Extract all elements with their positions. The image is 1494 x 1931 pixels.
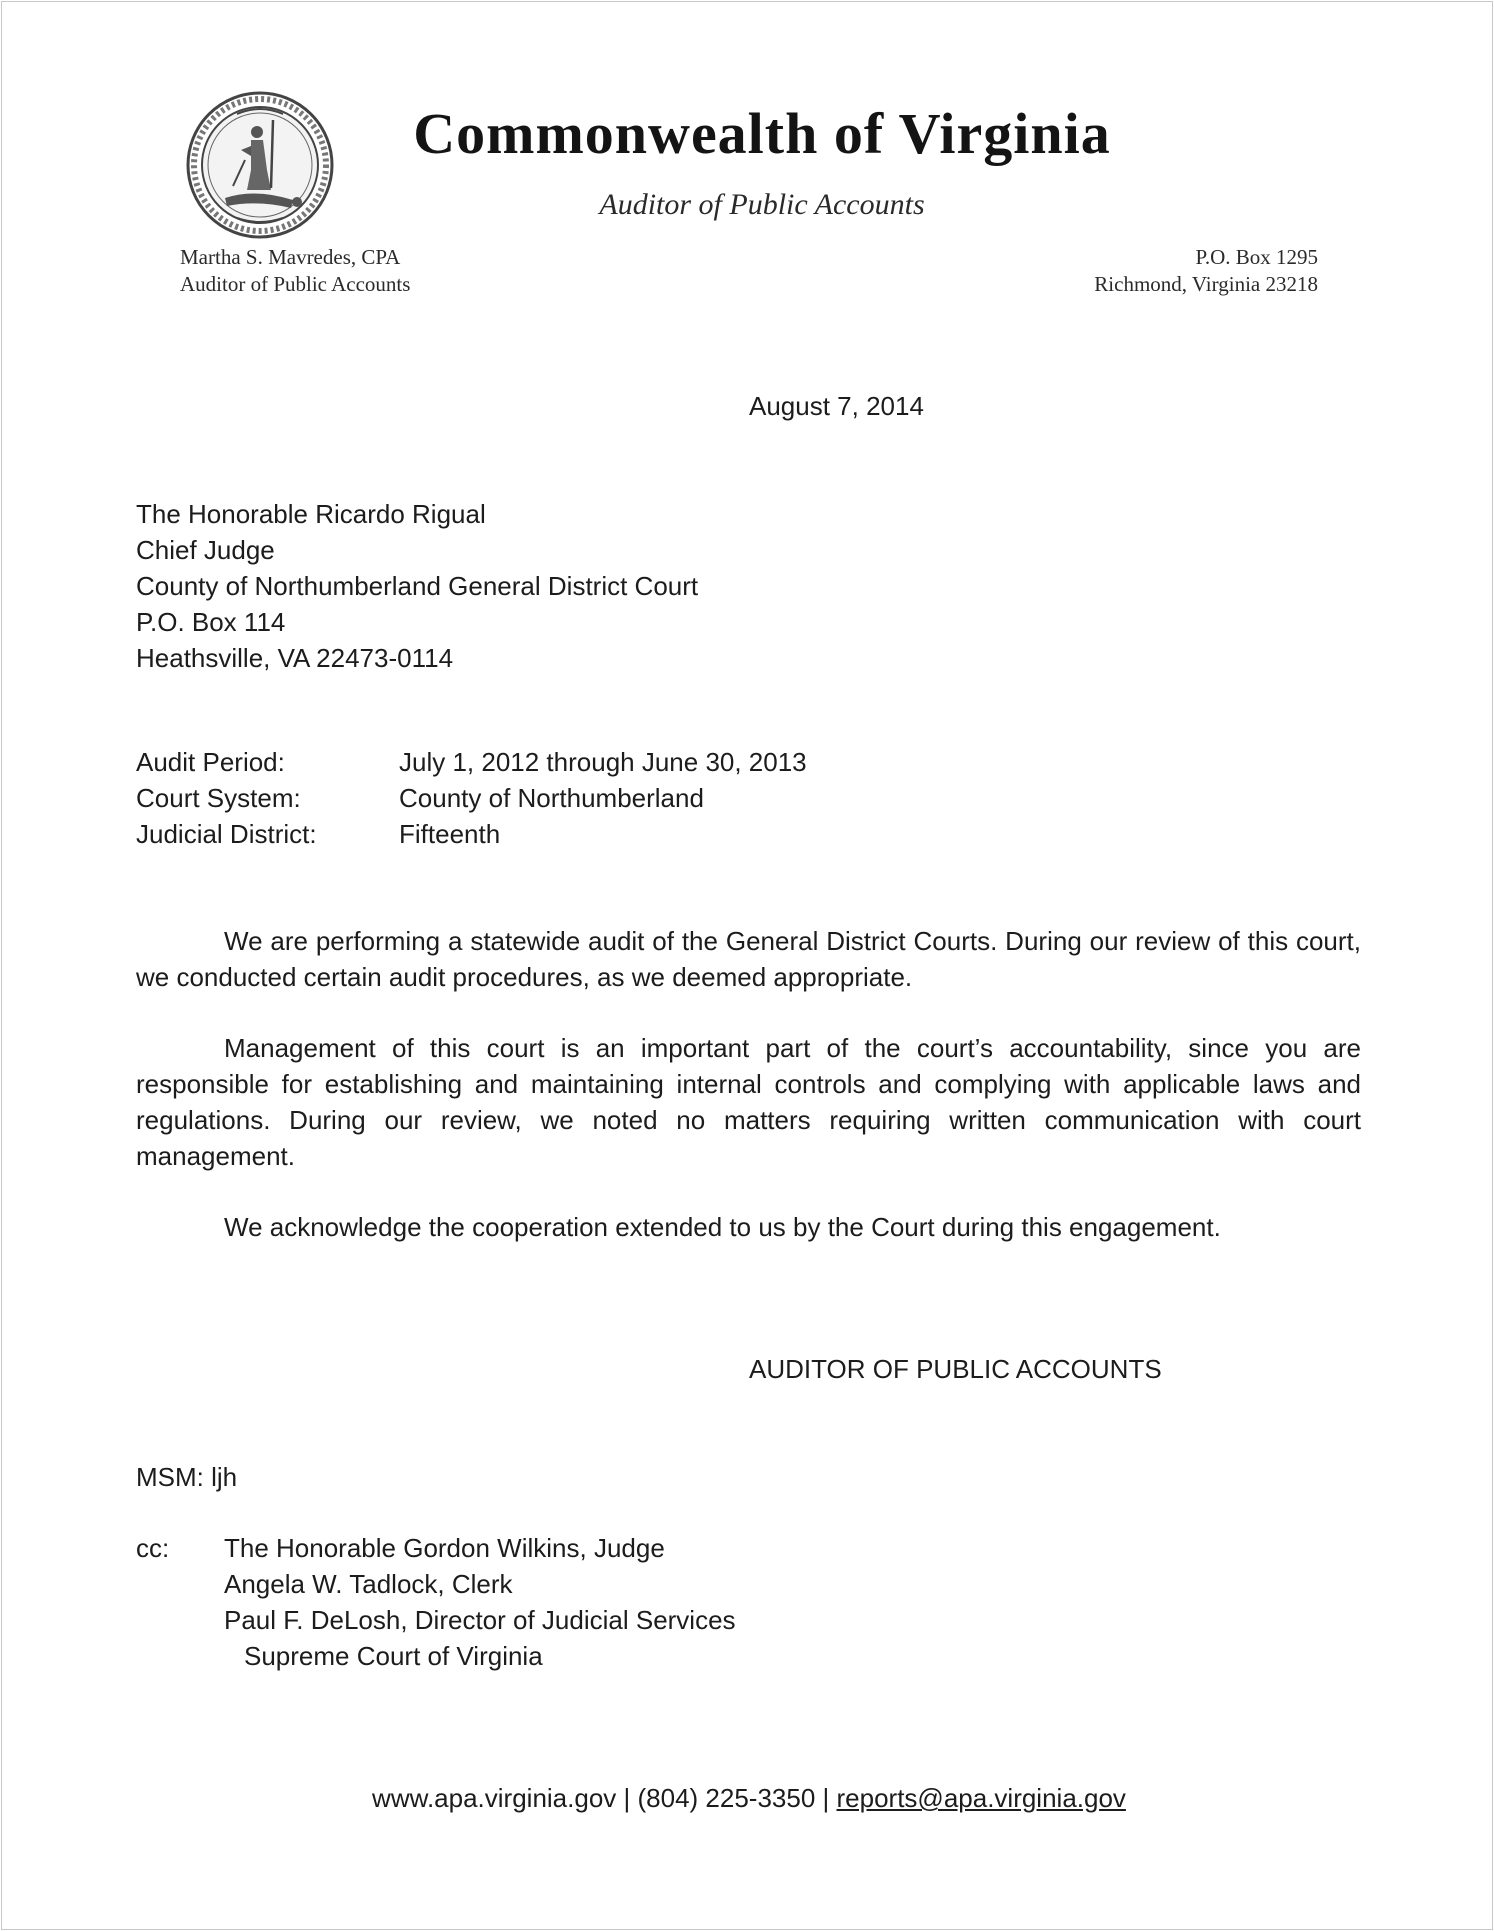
cc-recipients	[224, 1530, 736, 1674]
audit-info-label: Audit Period:	[136, 747, 285, 777]
addressee-line: The Honorable Ricardo Rigual	[136, 499, 486, 529]
letter-date: August 7, 2014	[749, 391, 924, 421]
audit-info-label: Judicial District:	[136, 819, 317, 849]
audit-info-value: Fifteenth	[399, 819, 501, 849]
audit-info-row	[136, 780, 807, 816]
sender-address-block	[1094, 244, 1318, 298]
cc-recipient: Angela W. Tadlock, Clerk	[224, 1569, 513, 1599]
footer-contact	[2, 1780, 1494, 1816]
sender-title: Auditor of Public Accounts	[180, 272, 411, 296]
audit-info-row	[136, 744, 807, 780]
cc-block	[136, 1530, 736, 1674]
footer-separator: |	[815, 1783, 837, 1813]
audit-info-value: County of Northumberland	[399, 783, 704, 813]
footer-email-link[interactable]: reports@apa.virginia.gov	[836, 1783, 1126, 1813]
addressee-line: Heathsville, VA 22473-0114	[136, 643, 454, 673]
cc-recipient-subline: Supreme Court of Virginia	[244, 1641, 543, 1671]
addressee-line: P.O. Box 114	[136, 607, 286, 637]
sender-name: Martha S. Mavredes, CPA	[180, 245, 401, 269]
audit-info-label: Court System:	[136, 783, 301, 813]
audit-info-block	[136, 744, 807, 852]
body-paragraph: We are performing a statewide audit of the General District Courts. During our review of this court, we conducted certain audit procedures, as we deemed appropriate.	[136, 926, 1361, 992]
footer-separator: |	[616, 1783, 638, 1813]
letterhead-title: Commonwealth of Virginia	[413, 101, 1111, 166]
addressee-line: Chief Judge	[136, 535, 275, 565]
body-paragraph: We acknowledge the cooperation extended to us by the Court during this engagement.	[224, 1212, 1221, 1242]
addressee-block	[136, 496, 698, 676]
cc-recipient: Paul F. DeLosh, Director of Judicial Services	[224, 1605, 736, 1635]
sender-po-box: P.O. Box 1295	[1195, 245, 1318, 269]
cc-label: cc:	[136, 1533, 170, 1563]
signoff: AUDITOR OF PUBLIC ACCOUNTS	[749, 1354, 1162, 1384]
addressee-line: County of Northumberland General District Court	[136, 571, 699, 601]
sender-city: Richmond, Virginia 23218	[1094, 272, 1318, 296]
body-paragraph: Management of this court is an important part of the court’s accountability, since you are responsible for establishing and maintaining internal controls and complying with applicable laws and regulations. During our review, we noted no matters requiring written communication with court management.	[136, 1033, 1361, 1171]
virginia-seal-icon	[185, 90, 335, 240]
audit-info-row	[136, 816, 807, 852]
footer-phone: (804) 225-3350	[637, 1783, 816, 1813]
sender-left-block	[180, 244, 410, 298]
audit-info-value: July 1, 2012 through June 30, 2013	[399, 747, 807, 777]
letterhead-subtitle: Auditor of Public Accounts	[599, 188, 925, 221]
reference-initials: MSM: ljh	[136, 1462, 238, 1492]
letter-page	[1, 1, 1493, 1930]
cc-recipient: The Honorable Gordon Wilkins, Judge	[224, 1533, 665, 1563]
footer-website[interactable]: www.apa.virginia.gov	[372, 1783, 617, 1813]
